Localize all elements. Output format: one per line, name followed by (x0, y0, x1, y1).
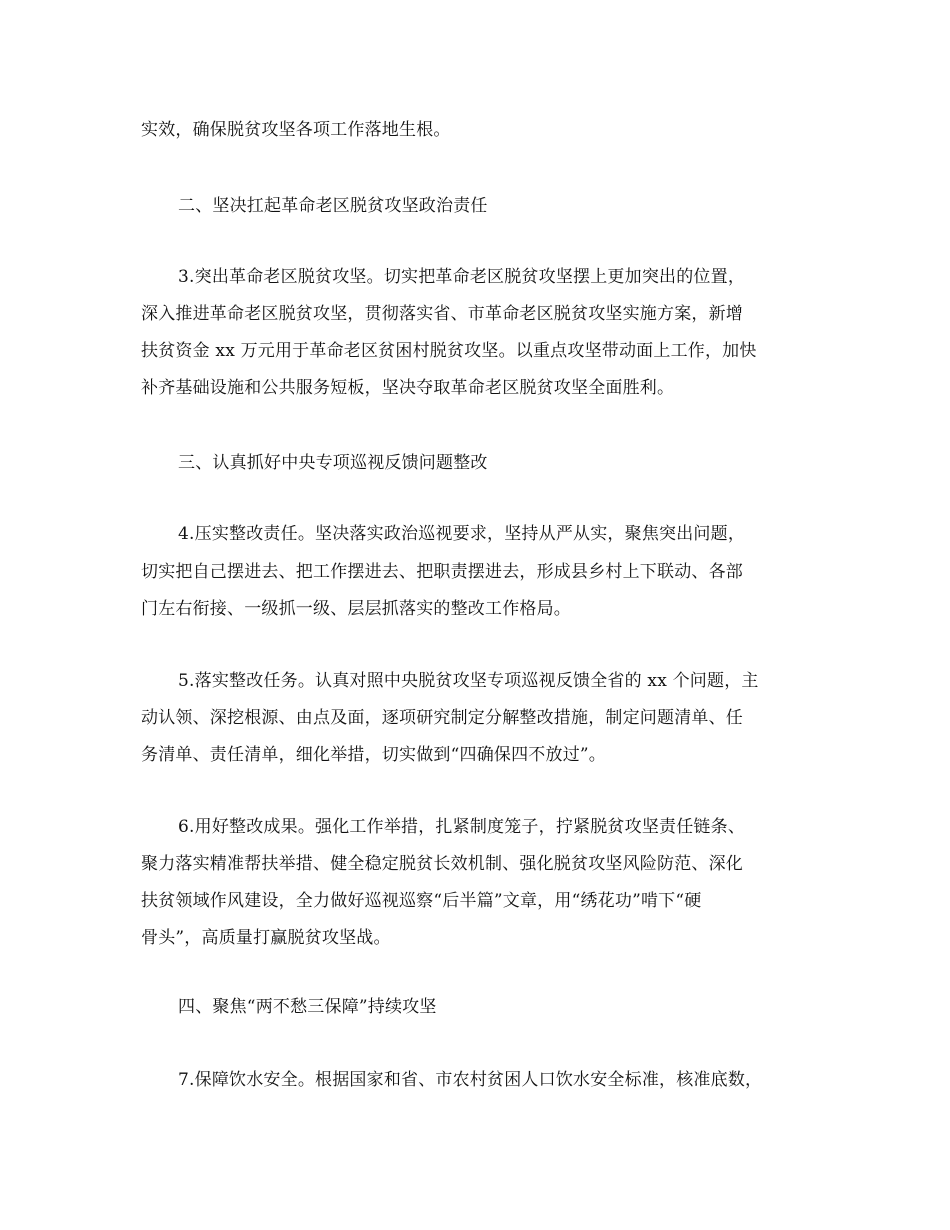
paragraph-5-line-2: 动认领、深挖根源、由点及面，逐项研究制定分解整改措施，制定问题清单、任 (141, 708, 743, 728)
section-heading-3: 三、认真抓好中央专项巡视反馈问题整改 (178, 453, 488, 473)
paragraph-6-line-1: 6.用好整改成果。强化工作举措，扎紧制度笼子，拧紧脱贫攻坚责任链条、 (178, 817, 746, 837)
paragraph-5-line-1: 5.落实整改任务。认真对照中央脱贫攻坚专项巡视反馈全省的 xx 个问题，主 (178, 671, 759, 691)
paragraph-6-line-3: 扶贫领域作风建设，全力做好巡视巡察“后半篇”文章，用“绣花功”啃下“硬 (141, 891, 702, 911)
paragraph-4-line-1: 4.压实整改责任。坚决落实政治巡视要求，坚持从严从实，聚焦突出问题， (178, 524, 746, 544)
paragraph-3-line-1: 3.突出革命老区脱贫攻坚。切实把革命老区脱贫攻坚摆上更加突出的位置， (178, 267, 746, 287)
paragraph-continuation: 实效，确保脱贫攻坚各项工作落地生根。 (141, 120, 451, 140)
paragraph-4-line-2: 切实把自己摆进去、把工作摆进去、把职责摆进去，形成县乡村上下联动、各部 (141, 562, 743, 582)
paragraph-3-line-4: 补齐基础设施和公共服务短板，坚决夺取革命老区脱贫攻坚全面胜利。 (141, 378, 675, 398)
paragraph-3-line-3: 扶贫资金 xx 万元用于革命老区贫困村脱贫攻坚。以重点攻坚带动面上工作，加快 (141, 341, 757, 361)
section-heading-2: 二、坚决扛起革命老区脱贫攻坚政治责任 (178, 196, 488, 216)
paragraph-4-line-3: 门左右衔接、一级抓一级、层层抓落实的整改工作格局。 (141, 599, 571, 619)
paragraph-6-line-2: 聚力落实精准帮扶举措、健全稳定脱贫长效机制、强化脱贫攻坚风险防范、深化 (141, 854, 743, 874)
paragraph-6-line-4: 骨头”，高质量打赢脱贫攻坚战。 (141, 928, 391, 948)
paragraph-5-line-3: 务清单、责任清单，细化举措，切实做到“四确保四不放过”。 (141, 745, 606, 765)
paragraph-7-line-1: 7.保障饮水安全。根据国家和省、市农村贫困人口饮水安全标准，核准底数， (178, 1070, 763, 1090)
paragraph-3-line-2: 深入推进革命老区脱贫攻坚，贯彻落实省、市革命老区脱贫攻坚实施方案，新增 (141, 304, 743, 324)
section-heading-4: 四、聚焦“两不愁三保障”持续攻坚 (178, 997, 437, 1017)
